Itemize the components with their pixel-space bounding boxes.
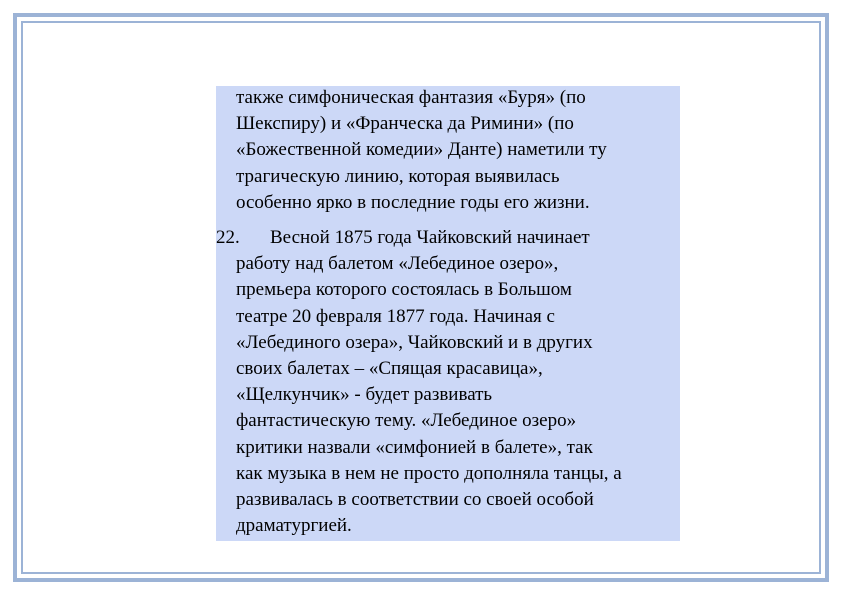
text-line: «Щелкунчик» - будет развивать: [236, 384, 493, 406]
paragraph-number: 22.: [216, 227, 240, 248]
text-line: Весной 1875 года Чайковский начинает: [270, 227, 590, 248]
text-line: драматургией.: [236, 515, 352, 537]
paragraph-22: [216, 225, 678, 539]
text-line: премьера которого состоялась в Большом: [236, 279, 572, 301]
text-line: трагическую линию, которая выявилась: [236, 165, 560, 187]
paragraph-continuation: [236, 85, 678, 216]
text-line: развивалась в соответствии со своей особой: [236, 489, 594, 511]
text-line: «Лебединого озера», Чайковский и в других: [236, 331, 593, 353]
text-line: особенно ярко в последние годы его жизни.: [236, 191, 590, 213]
text-line: критики назвали «симфонией в балете», так: [236, 436, 593, 458]
text-line: «Божественной комедии» Данте) наметили ту: [236, 139, 607, 161]
text-line: своих балетах – «Спящая красавица»,: [236, 358, 543, 380]
text-line: работу над балетом «Лебединое озеро»,: [236, 253, 559, 275]
text-line: как музыка в нем не просто дополняла танцы, а: [236, 462, 622, 484]
text-line: также симфоническая фантазия «Буря» (по: [236, 87, 586, 108]
text-box: [216, 86, 680, 541]
text-line: театре 20 февраля 1877 года. Начиная с: [236, 305, 555, 327]
text-line: Шекспиру) и «Франческа да Римини» (по: [236, 113, 574, 135]
text-line: фантастическую тему. «Лебединое озеро»: [236, 410, 577, 432]
